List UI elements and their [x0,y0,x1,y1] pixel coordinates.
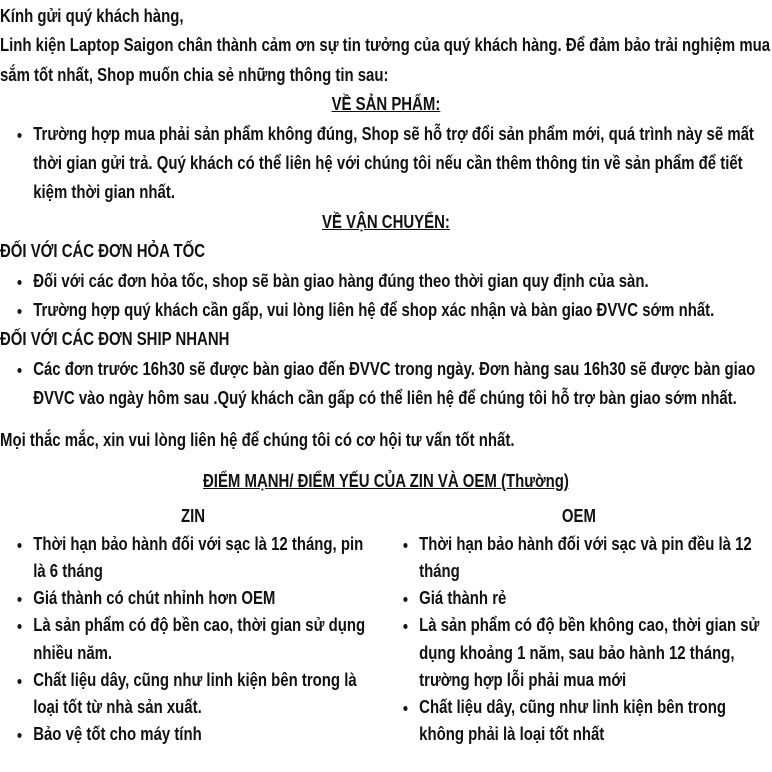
product-heading: VỀ SẢN PHẨM: [331,94,441,115]
list-item: • Các đơn trước 16h30 sẽ được bàn giao đến ĐVVC trong ngày. Đơn hàng sau 16h30 sẽ được bàn giao ĐVVC vào ngày hôm sau .Quý khách cần gấp có thể liên hệ để chúng tôi hỗ trợ bàn giao sớm nhất. [32,355,772,414]
comparison-heading: ĐIỂM MẠNH/ ĐIỂM YẾU CỦA ZIN VÀ OEM (Thường) [202,471,569,492]
comparison-columns [0,503,772,749]
list-item: • Chất liệu dây, cũng như linh kiện bên trong là loại tốt từ nhà sản xuất. [32,667,370,721]
product-list [0,120,772,208]
intro-paragraph: Linh kiện Laptop Saigon chân thành cảm ơn sự tin tưởng của quý khách hàng. Để đảm bảo trải nghiệm mua sắm tốt nhất, Shop muốn chia sẻ những thông tin sau: [0,35,771,85]
list-item: • Đối với các đơn hỏa tốc, shop sẽ bàn giao hàng đúng theo thời gian quy định của sàn. [32,267,772,296]
zin-list [0,531,386,749]
fast-title: ĐỐI VỚI CÁC ĐƠN SHIP NHANH [0,329,230,350]
oem-title: OEM [561,505,596,526]
list-item: • Giá thành có chút nhỉnh hơn OEM [32,585,370,612]
list-item: • Giá thành rẻ [417,585,771,612]
closing-text: Mọi thắc mắc, xin vui lòng liên hệ để chúng tôi có cơ hội tư vấn tốt nhất. [0,429,515,450]
zin-title: ZIN [180,505,206,526]
express-list [0,267,772,326]
zin-column [0,503,386,749]
list-item: • Trường hợp quý khách cần gấp, vui lòng liên hệ để shop xác nhận và bàn giao ĐVVC sớm nhất. [32,296,772,325]
oem-column [386,503,772,749]
list-item: • Là sản phẩm có độ bền cao, thời gian sử dụng nhiều năm. [32,612,370,666]
list-item: • Chất liệu dây, cũng như linh kiện bên trong không phải là loại tốt nhất [417,694,771,748]
list-item: • Thời hạn bảo hành đối với sạc và pin đều là 12 tháng [417,531,771,585]
oem-list [386,531,772,749]
list-item: • Là sản phẩm có độ bền không cao, thời gian sử dụng khoảng 1 năm, sau bảo hành 12 tháng, trường hợp lỗi phải mua mới [417,612,771,694]
greeting: Kính gửi quý khách hàng, [0,6,184,26]
list-item: • Bảo vệ tốt cho máy tính [32,721,370,748]
fast-list [0,355,772,414]
shipping-heading: VỀ VẬN CHUYỂN: [322,211,450,232]
express-title: ĐỐI VỚI CÁC ĐƠN HỎA TỐC [0,241,206,262]
list-item: • Trường hợp mua phải sản phẩm không đúng, Shop sẽ hỗ trợ đổi sản phẩm mới, quá trình này sẽ mất thời gian gửi trả. Quý khách có thể liên hệ với chúng tôi nếu cần thêm thông tin về sản phẩm để tiết kiệm thời gian nhất. [32,120,772,208]
list-item: • Thời hạn bảo hành đối với sạc là 12 tháng, pin là 6 tháng [32,531,370,585]
